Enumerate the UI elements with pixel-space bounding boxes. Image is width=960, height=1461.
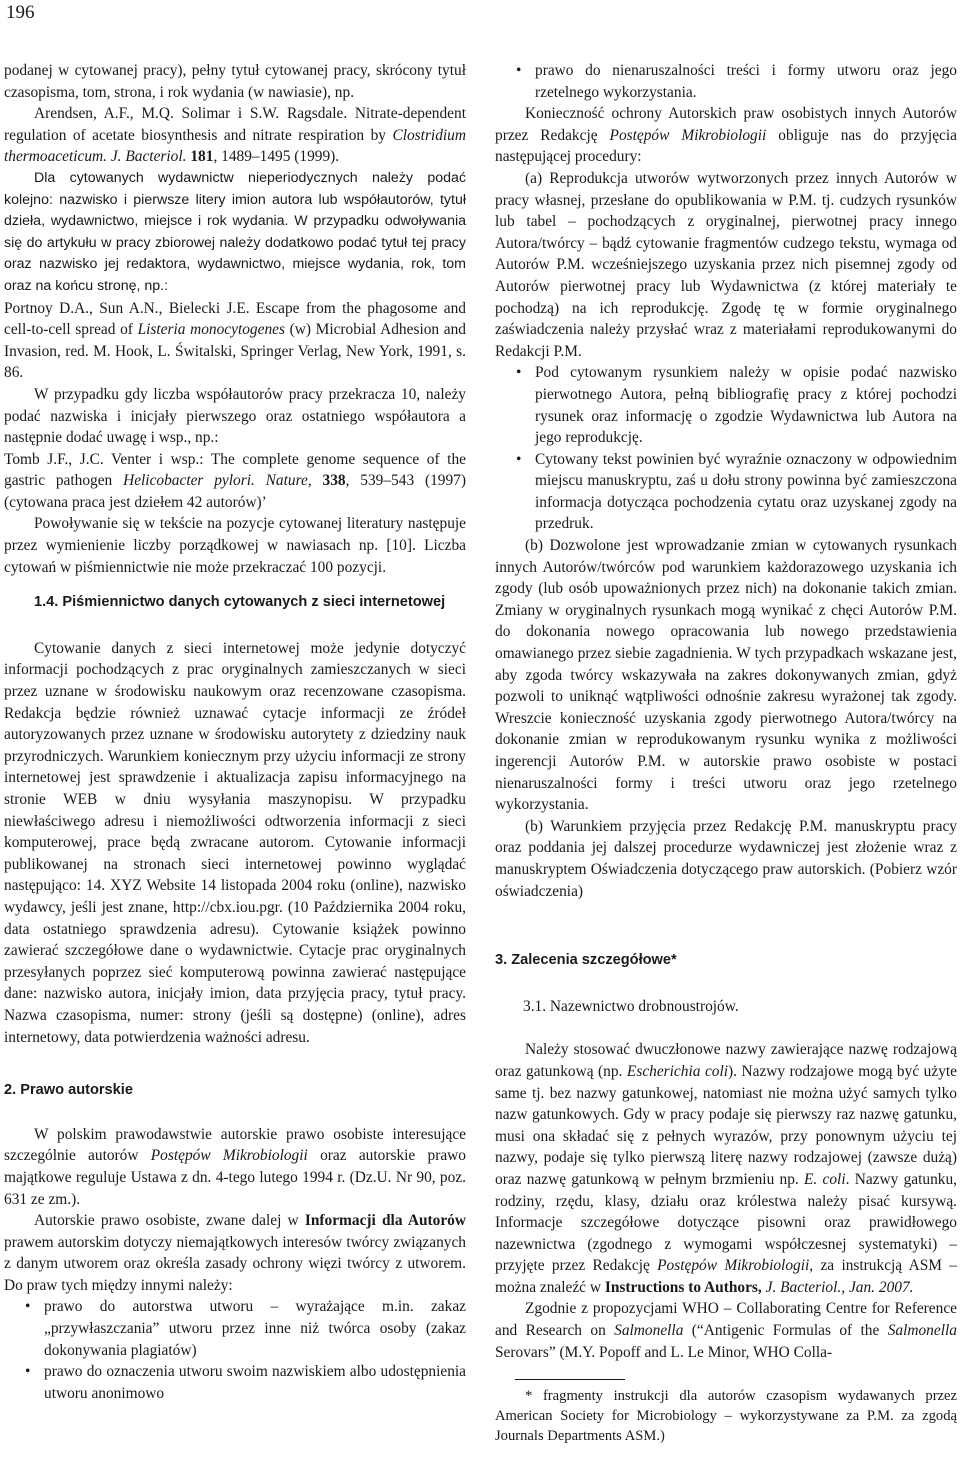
reference-example: Portnoy D.A., Sun A.N., Bielecki J.E. Escape from the phagosome and cell-to-cell spread of Listeria monocytogenes (w) Microbial Adhesion and Invasion, red. M. Hook, L. Świtalski, Springer Verlag, New York, 1991, s. 86. xyxy=(4,299,466,382)
right-column xyxy=(495,60,957,1446)
paragraph: (b) Warunkiem przyjęcia przez Redakcję P.M. manuskryptu pracy oraz poddania jej dalszej procedurze wydawniczej jest złożenie wraz z manuskryptem Oświadczenia dotyczącego praw autorskich. (Pobierz wzór oświadczenia) xyxy=(495,817,957,900)
reference-example: Tomb J.F., J.C. Venter i wsp.: The complete genome sequence of the gastric pathogen Helicobacter pylori. Nature, 338, 539–543 (1997) (cytowana praca jest dziełem 42 autorów)’ xyxy=(4,450,466,511)
left-column xyxy=(4,60,466,1404)
paragraph: W polskim prawodawstwie autorskie prawo osobiste interesujące szczególnie autorów Postępów Mikrobiologii oraz autorskie prawo majątkowe reguluje Ustawa z dn. 4-tego lutego 1994 r. (Dz.U. Nr 90, poz. 631 ze zm.). xyxy=(4,1125,466,1208)
list-item: • Cytowany tekst powinien być wyraźnie oznaczony w odpowiednim miejscu manuskryptu, zaś u dołu strony powinna być zamieszczona informacja dotycząca pochodzenia cytatu oraz uzyskanej zgody na przedruk. xyxy=(535,449,957,535)
section-heading-1-4: 1.4. Piśmiennictwo danych cytowanych z sieci internetowej xyxy=(34,594,446,611)
list-item: • prawo do oznaczenia utworu swoim nazwiskiem albo udostępnienia utworu anonimowo xyxy=(44,1361,466,1404)
footnote-rule xyxy=(515,1379,625,1380)
section-heading-2: 2. Prawo autorskie xyxy=(4,1082,133,1099)
subsection-heading-3-1: 3.1. Nazewnictwo drobnoustrojów. xyxy=(523,997,739,1015)
footnote: * fragmenty instrukcji dla autorów czasopism wydawanych przez American Society for Microbiology – wykorzystywane za P.M. za zgodą Journals Departments ASM.) xyxy=(495,1388,957,1445)
procedure-list xyxy=(495,362,957,535)
rights-list xyxy=(4,1296,466,1404)
paragraph: Konieczność ochrony Autorskich praw osobistych innych Autorów przez Redakcję Postępów Mikrobiologii obliguje nas do przyjęcia następującej procedury: xyxy=(495,105,957,166)
paragraph: W przypadku gdy liczba współautorów pracy przekracza 10, należy podać nazwiska i inicjały pierwszego oraz ostatniego współautora a następnie dodać uwagę i wsp., np.: xyxy=(4,385,466,447)
paragraph: Zgodnie z propozycjami WHO – Collaborating Centre for Reference and Research on Salmonella (“Antigenic Formulas of the Salmonella Serovars” (M.Y. Popoff and L. Le Minor, WHO Colla- xyxy=(495,1300,957,1361)
section-heading-3: 3. Zalecenia szczegółowe* xyxy=(495,952,677,969)
page-number: 196 xyxy=(6,2,35,23)
paragraph: (a) Reprodukcja utworów wytworzonych przez innych Autorów w pracy własnej, przesłane do opublikowania w P.M. tj. cudzych rysunków lub tabel – pochodzących z oryginalnej, pierwotnej pracy innego Autora/twórcy – bądź cytowanie fragmentów cudzego tekstu, wymaga od Autorów P.M. wcześniejszego uzyskania przez nich pisemnej zgody od Autorów pierwotnej pracy lub Wydawnictwa (z której materiały te pochodzą) na ich reprodukcję. Zgodę tę w formie oryginalnego zaświadczenia należy przysłać wraz z materiałami reprodukowanymi do Redakcji P.M. xyxy=(495,169,957,360)
reference-example: Arendsen, A.F., M.Q. Solimar i S.W. Ragsdale. Nitrate-dependent regulation of acetate biosynthesis and nitrate respiration by Clostridium thermoaceticum. J. Bacteriol. 181, 1489–1495 (1999). xyxy=(4,105,466,166)
paragraph: podanej w cytowanej pracy), pełny tytuł cytowanej pracy, skrócony tytuł czasopisma, tom, strona, i rok wydania (w nawiasie), np. xyxy=(4,62,466,101)
list-item: • prawo do nienaruszalności treści i formy utworu oraz jego rzetelnego wykorzystania. xyxy=(535,60,957,103)
paragraph: (b) Dozwolone jest wprowadzanie zmian w cytowanych rysunkach innych Autorów/twórców pod warunkiem każdorazowego uzyskania ich zgody (lub osób upoważnionych przez nich) na dokonanie takich zmian. Zmiany w oryginalnych rysunkach mogą wynikać z chęci Autorów P.M. do dokonania nowego opracowania lub nowego przedstawienia omawianego przez siebie zagadnienia. W tych przypadkach wskazane jest, aby zgoda twórcy wskazywała na zakres dokonywanych zmian, gdyż pozwoli to uniknąć wątpliwości odnośnie zakresu wyrażonej tak zgody. Wreszcie konieczność uzyskania zgody pierwotnego Autora/twórcy na dokonanie zmian w reprodukowanym rysunku wynika z możliwości ingerencji Autorów P.M. w autorskie prawo osobiste w postaci nienaruszalności formy i treści utworu oraz jego rzetelnego wykorzystania. xyxy=(495,537,957,814)
paragraph: Autorskie prawo osobiste, zwane dalej w Informacji dla Autorów prawem autorskim dotyczy niemajątkowych interesów twórcy związanych z danym utworem oraz określa zasady ochrony więzi twórcy z utworem. Do praw tych między innymi należy: xyxy=(4,1212,466,1294)
paragraph: Powoływanie się w tekście na pozycje cytowanej literatury następuje przez wymienienie liczby porządkowej w nawiasach np. [10]. Liczba cytowań w piśmiennictwie nie może przekraczać 100 pozycji. xyxy=(4,515,466,576)
rights-list-continued xyxy=(495,60,957,103)
paragraph: Należy stosować dwuczłonowe nazwy zawierające nazwę rodzajową oraz gatunkową (np. Escherichia coli). Nazwy rodzajowe mogą być użyte same tj. bez nazwy gatunkowej, natomiast nie można użyć samych tylko nazw gatunkowych. Gdy w pracy podaje się pierwszy raz nazwę gatunku, musi ona składać się z pełnych wyrazów, przy ponownym użyciu tej nazwy, podaje się tylko pierwszą literę nazwy rodzajowej (zawsze dużą) oraz nazwę gatunkową w pełnym brzmieniu np. E. coli. Nazwy gatunku, rodziny, rzędu, klasy, działu oraz królestwa należy pisać kursywą. Informacje szczegółowe dotyczące pisowni oraz prawidłowego nazewnictwa (zgodnego z wymogami współczesnej systematyki) – przyjęte przez Redakcję Postępów Mikrobiologii, za instrukcją ASM – można znaleźć w Instructions to Authors, J. Bacteriol., Jan. 2007. xyxy=(495,1041,958,1296)
paragraph: Cytowanie danych z sieci internetowej może jedynie dotyczyć informacji pochodzących z prac oryginalnych zamieszczanych w sieci przez uznane w środowisku naukowym oraz recenzowane czasopisma. Redakcja będzie również uznawać cytacje informacji ze źródeł autoryzowanych przez uznane w środowisku autorytety z dziedziny nauk przyrodniczych. Warunkiem koniecznym przy użyciu informacji ze strony internetowej jest sprawdzenie i aktualizacja zapisu informacyjnego na stronie WEB w dniu wysyłania maszynopisu. W przypadku niewłaściwego adresu i niemożliwości odtworzenia informacji z sieci komputerowej, prace będą zwracane autorom. Cytowanie informacji publikowanej na stronach sieci internetowej powinno wyglądać następująco: 14. XYZ Website 14 listopada 2004 roku (online), nazwisko wydawcy, jeśli jest znane, http://cbx.iou.pgr. (10 Października 2004 roku, data ostatniego sprawdzenia adresu). Cytowanie książek powinno zawierać szczegółowe dane o wydawnictwie. Cytacje prac oryginalnych przesyłanych poprzez sieć komputerową powinna zawierać następujące dane: nazwisko autora, inicjały imion, data przyjęcia pracy, tytuł pracy. Nazwa czasopisma, numer: strony (jeśli są dostępne) (online), adres internetowy, data potwierdzenia ważności adresu. xyxy=(4,639,466,1046)
list-item: • Pod cytowanym rysunkiem należy w opisie podać nazwisko pierwotnego Autora, pełną bibliografię pracy z której pochodzi rysunek oraz informację o zgodzie Wydawnictwa lub Autora na jego reprodukcję. xyxy=(535,362,957,448)
list-item: • prawo do autorstwa utworu – wyrażające m.in. zakaz „przywłaszczania” utworu przez inne niż twórca osoby (zakaz dokonywania plagiatów) xyxy=(44,1296,466,1361)
paragraph: Dla cytowanych wydawnictw nieperiodycznych należy podać kolejno: nazwisko i pierwsze litery imion autora lub współautorów, tytuł dzieła, wydawnictwo, miejsce i rok wydania. W przypadku odwoływania się do artykułu w pracy zbiorowej należy dodatkowo podać tytuł tej pracy oraz nazwisko jej redaktora, wydawnictwo, miejsce wydania, rok, tom oraz na końcu stronę, np.: xyxy=(4,169,466,294)
